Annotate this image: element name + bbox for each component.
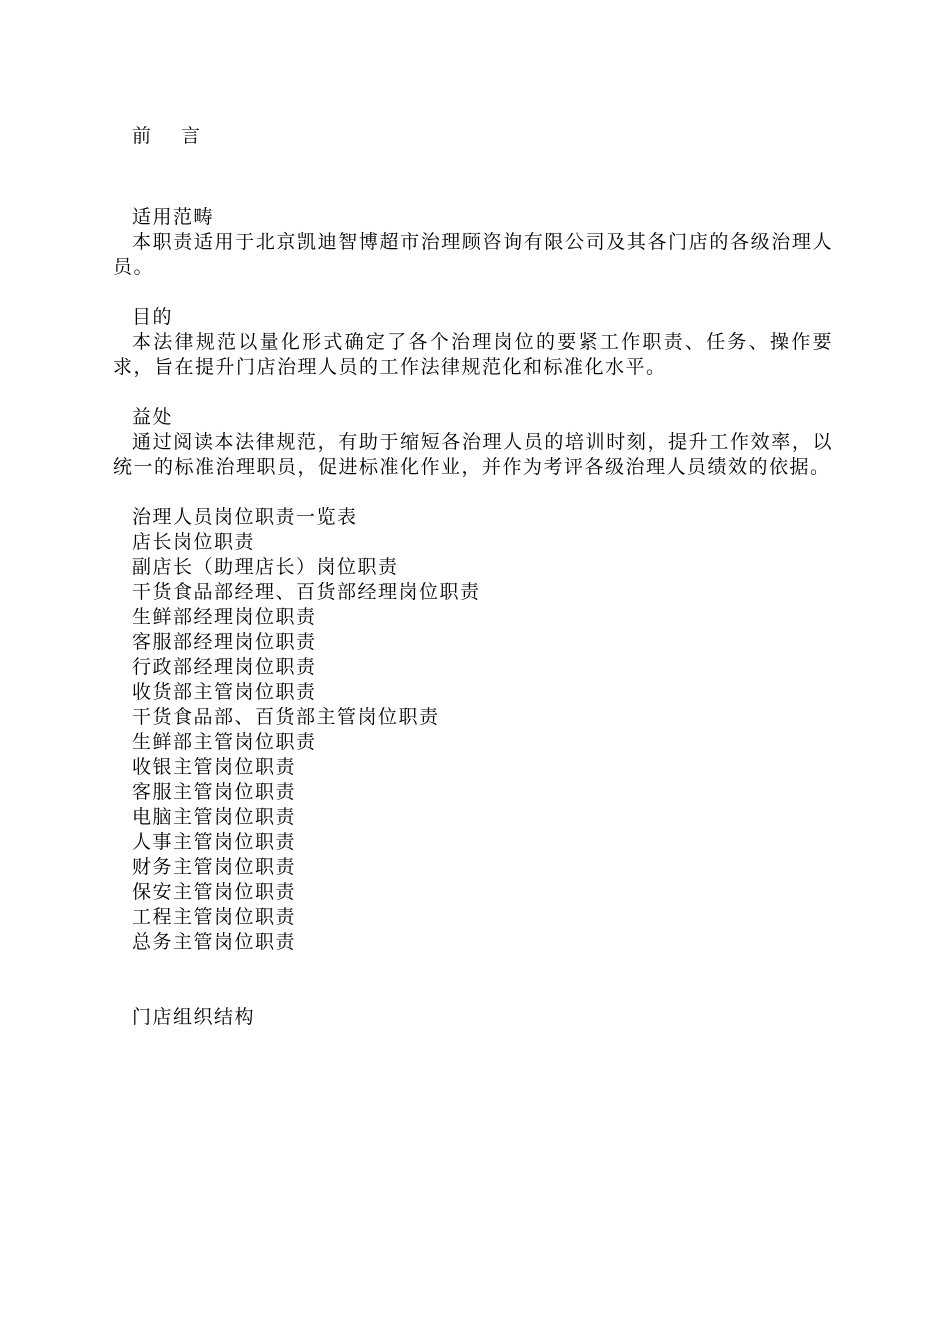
scope-heading: 适用范畴 bbox=[132, 206, 215, 228]
purpose-heading: 目的 bbox=[132, 306, 174, 328]
benefit-paragraph: 通过阅读本法律规范，有助于缩短各治理人员的培训时刻，提升工作效率，以统一的标准治理职员，促进标准化作业，并作为考评各级治理人员绩效的依据。 bbox=[113, 431, 833, 478]
spacer bbox=[113, 280, 833, 305]
toc-item: 干货食品部经理、百货部经理岗位职责 bbox=[132, 581, 481, 603]
spacer bbox=[113, 149, 833, 205]
toc-item: 副店长（助理店长）岗位职责 bbox=[132, 556, 399, 578]
purpose-section bbox=[113, 305, 833, 380]
toc-item: 生鲜部经理岗位职责 bbox=[132, 606, 317, 628]
preface-title: 前 言 bbox=[132, 125, 213, 147]
benefit-heading: 益处 bbox=[132, 406, 174, 428]
spacer bbox=[113, 380, 833, 405]
toc-item: 店长岗位职责 bbox=[132, 531, 256, 553]
toc-item: 行政部经理岗位职责 bbox=[132, 656, 317, 678]
toc-item: 收银主管岗位职责 bbox=[132, 756, 297, 778]
spacer bbox=[113, 955, 833, 1005]
scope-section bbox=[113, 205, 833, 280]
toc-item: 干货食品部、百货部主管岗位职责 bbox=[132, 706, 440, 728]
toc-item: 财务主管岗位职责 bbox=[132, 856, 297, 878]
toc-list bbox=[113, 505, 833, 955]
scope-paragraph: 本职责适用于北京凯迪智博超市治理顾咨询有限公司及其各门店的各级治理人员。 bbox=[113, 231, 833, 278]
toc-item: 治理人员岗位职责一览表 bbox=[132, 506, 358, 528]
toc-item: 客服主管岗位职责 bbox=[132, 781, 297, 803]
toc-item: 人事主管岗位职责 bbox=[132, 831, 297, 853]
benefit-section bbox=[113, 405, 833, 480]
toc-item: 生鲜部主管岗位职责 bbox=[132, 731, 317, 753]
purpose-paragraph: 本法律规范以量化形式确定了各个治理岗位的要紧工作职责、任务、操作要求，旨在提升门店治理人员的工作法律规范化和标准化水平。 bbox=[113, 331, 833, 378]
toc-item: 工程主管岗位职责 bbox=[132, 906, 297, 928]
spacer bbox=[113, 480, 833, 505]
document-body bbox=[113, 124, 833, 1030]
toc-item: 电脑主管岗位职责 bbox=[132, 806, 297, 828]
org-structure-heading: 门店组织结构 bbox=[132, 1006, 256, 1028]
toc-item: 保安主管岗位职责 bbox=[132, 881, 297, 903]
toc-item: 总务主管岗位职责 bbox=[132, 931, 297, 953]
toc-item: 收货部主管岗位职责 bbox=[132, 681, 317, 703]
toc-item: 客服部经理岗位职责 bbox=[132, 631, 317, 653]
